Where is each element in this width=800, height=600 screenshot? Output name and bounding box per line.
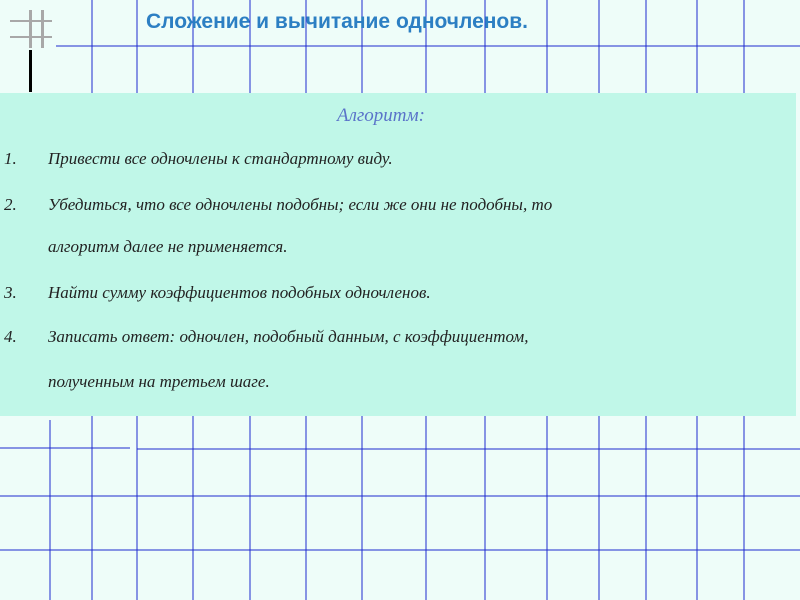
- step-text: Записать ответ: одночлен, подобный данным, с коэффициентом,: [48, 327, 529, 346]
- step-text: алгоритм далее не применяется.: [48, 237, 288, 256]
- step-text: полученным на третьем шаге.: [48, 372, 270, 391]
- corner-ornament-black: [29, 50, 32, 92]
- algorithm-panel: [0, 93, 796, 416]
- step-number: 1.: [4, 149, 17, 168]
- corner-ornament: [10, 20, 52, 22]
- step-number: 3.: [4, 283, 17, 302]
- corner-ornament: [29, 10, 32, 48]
- slide-title: Сложение и вычитание одночленов.: [146, 10, 528, 33]
- step-text: Найти сумму коэффициентов подобных одночленов.: [48, 283, 431, 302]
- corner-ornament: [10, 36, 52, 38]
- step-text: Привести все одночлены к стандартному виду.: [48, 149, 393, 168]
- corner-ornament: [41, 10, 44, 48]
- step-number: 4.: [4, 327, 17, 346]
- step-number: 2.: [4, 195, 17, 214]
- algorithm-heading: Алгоритм:: [337, 105, 425, 126]
- step-text: Убедиться, что все одночлены подобны; если же они не подобны, то: [48, 195, 553, 214]
